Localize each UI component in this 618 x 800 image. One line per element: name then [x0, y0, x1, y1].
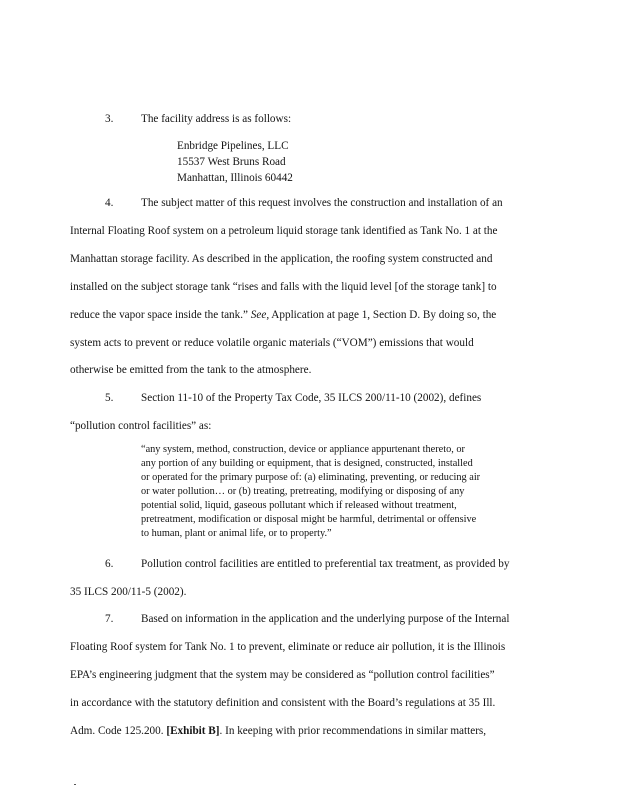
text-run: reduce the vapor space inside the tank.” — [70, 309, 251, 321]
block-quote-line: “any system, method, construction, device or appliance appurtenant thereto, or — [141, 444, 465, 455]
block-quote-line: any portion of any building or equipment, that is designed, constructed, installed — [141, 458, 473, 469]
block-quote-line: pretreatment, modification or disposal might be harmful, detrimental or offensive — [141, 514, 477, 525]
paragraph-text: otherwise be emitted from the tank to the atmosphere. — [70, 364, 312, 376]
text-run: . In keeping with prior recommendations in similar matters, — [219, 725, 487, 737]
paragraph-text: Section 11-10 of the Property Tax Code, 35 ILCS 200/11-10 (2002), defines — [141, 392, 482, 404]
citation-signal: See, — [250, 309, 270, 321]
paragraph-text: Floating Roof system for Tank No. 1 to prevent, eliminate or reduce air pollution, it is the Illinois — [70, 641, 506, 653]
block-quote-line: potential solid, liquid, gaseous pollutant which if released without treatment, — [141, 500, 457, 511]
paragraph-text: Based on information in the application and the underlying purpose of the Internal — [141, 613, 510, 625]
text-run: Adm. Code 125.200. — [70, 725, 167, 737]
block-quote-line: or operated for the primary purpose of: (a) eliminating, preventing, or reducing air — [141, 472, 481, 483]
paragraph-text: in accordance with the statutory definition and consistent with the Board’s regulations at 35 Ill. — [70, 697, 496, 709]
paragraph-text: EPA’s engineering judgment that the system may be considered as “pollution control facilities” — [70, 669, 495, 681]
paragraph-text: Internal Floating Roof system on a petroleum liquid storage tank identified as Tank No. 1 at the — [70, 225, 498, 237]
block-quote-line: to human, plant or animal life, or to property.” — [141, 528, 332, 539]
address-line: Manhattan, Illinois 60442 — [177, 172, 293, 184]
paragraph-text: system acts to prevent or reduce volatile organic materials (“VOM”) emissions that would — [70, 337, 474, 349]
paragraph-text: The facility address is as follows: — [141, 113, 292, 125]
paragraph-text: Pollution control facilities are entitled to preferential tax treatment, as provided by — [141, 558, 510, 570]
paragraph-number: 7. — [105, 613, 114, 625]
paragraph-text — [70, 308, 496, 322]
paragraph-text: The subject matter of this request involves the construction and installation of an — [141, 197, 503, 209]
exhibit-reference: [Exhibit B] — [166, 725, 220, 737]
paragraph-text: 35 ILCS 200/11-5 (2002). — [70, 586, 187, 598]
paragraph-number: 4. — [105, 197, 114, 209]
paragraph-text: “pollution control facilities” as: — [70, 420, 212, 432]
paragraph-number: 3. — [105, 113, 114, 125]
paragraph-text — [70, 724, 486, 738]
block-quote-line: or water pollution… or (b) treating, pretreating, modifying or disposing of any — [141, 486, 465, 497]
paragraph-text: installed on the subject storage tank “rises and falls with the liquid level [of the storage tank] to — [70, 281, 497, 293]
address-line: Enbridge Pipelines, LLC — [177, 140, 289, 152]
paragraph-text: Manhattan storage facility. As described in the application, the roofing system constructed and — [70, 253, 493, 265]
paragraph-number: 6. — [105, 558, 114, 570]
paragraph-number: 5. — [105, 392, 114, 404]
scan-speck — [74, 784, 76, 785]
address-line: 15537 West Bruns Road — [177, 156, 286, 168]
text-run: Application at page 1, Section D. By doing so, the — [269, 309, 497, 321]
